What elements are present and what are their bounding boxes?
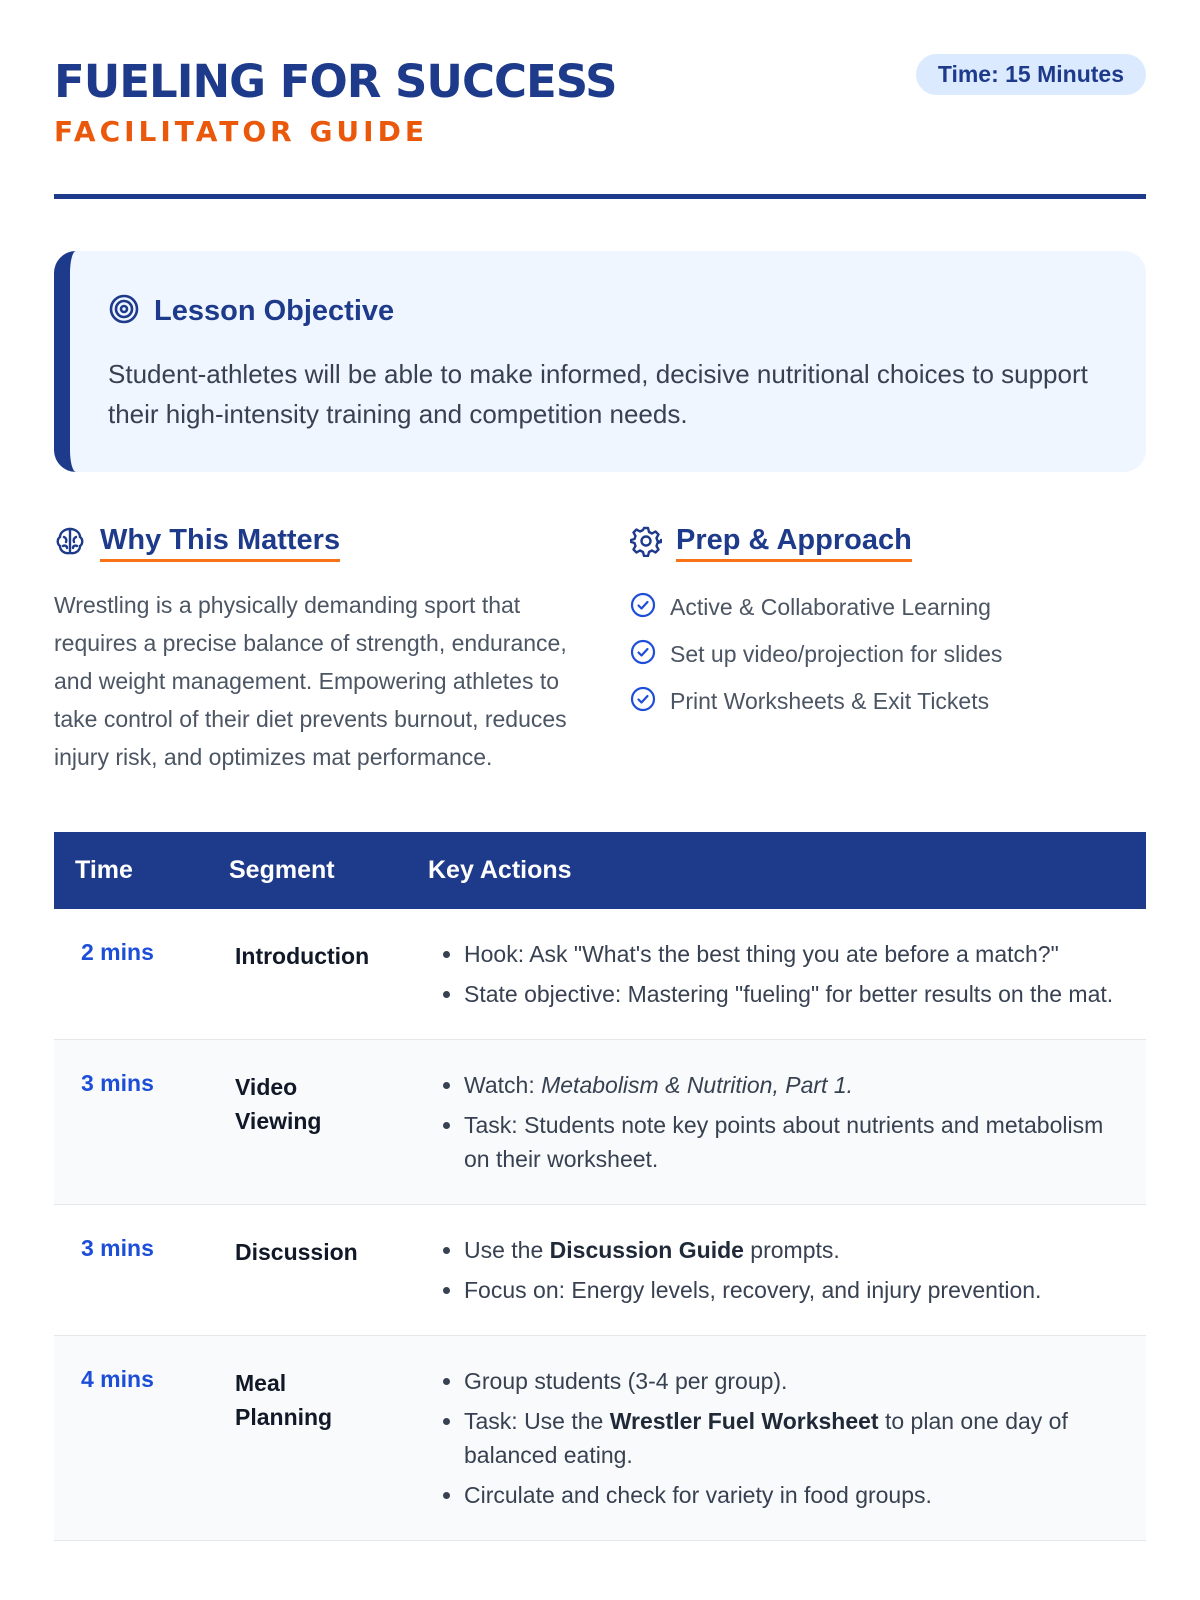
prep-checklist — [630, 584, 1146, 725]
table-header-row — [54, 832, 1146, 909]
prep-item-label: Set up video/projection for slides — [670, 641, 1003, 667]
lesson-objective-title: Lesson Objective — [154, 295, 395, 327]
row-segment: Meal Planning — [208, 1336, 407, 1541]
row-actions — [407, 909, 1146, 1040]
lesson-agenda-table — [54, 832, 1146, 1541]
prep-approach-title: Prep & Approach — [676, 524, 912, 562]
video-title: Metabolism & Nutrition, Part 1. — [541, 1072, 854, 1098]
table-row — [54, 909, 1146, 1040]
table-row — [54, 1040, 1146, 1205]
check-circle-icon — [630, 639, 656, 671]
column-header-key-actions: Key Actions — [428, 856, 572, 884]
resource-name: Wrestler Fuel Worksheet — [609, 1408, 879, 1434]
prep-approach-header — [630, 524, 1146, 562]
row-actions — [407, 1336, 1146, 1541]
prep-item-label: Print Worksheets & Exit Tickets — [670, 688, 990, 714]
row-time: 4 mins — [54, 1336, 208, 1541]
column-header-time: Time — [75, 856, 133, 884]
why-this-matters-header — [54, 524, 570, 562]
row-time: 3 mins — [54, 1205, 208, 1336]
prep-item-label: Active & Collaborative Learning — [670, 594, 991, 620]
row-actions — [407, 1040, 1146, 1205]
target-icon — [108, 293, 140, 330]
action-item: • Task: Students note key points about nutrients and metabolism on their worksheet. — [464, 1108, 1119, 1176]
action-suffix: prompts. — [743, 1237, 840, 1263]
lesson-objective-card — [54, 251, 1146, 472]
list-item — [630, 631, 1146, 678]
brain-icon — [54, 525, 86, 562]
page-header — [54, 0, 1146, 199]
row-segment: Introduction — [208, 909, 407, 1040]
lesson-objective-text: Student-athletes will be able to make informed, decisive nutritional choices to support their high-intensity training and competition needs. — [108, 359, 1088, 429]
info-columns — [54, 524, 1146, 776]
why-this-matters-text: Wrestling is a physically demanding sport that requires a precise balance of strength, endurance, and weight management. Empowering athletes to take control of their diet prevents burnout, reduces injury risk, and optimizes mat performance. — [54, 592, 567, 770]
page-title: FUELING FOR SUCCESS — [54, 55, 617, 108]
lesson-objective-header — [108, 293, 1096, 330]
check-circle-icon — [630, 592, 656, 624]
action-item: • Focus on: Energy levels, recovery, and injury prevention. — [464, 1273, 1119, 1307]
action-item: • State objective: Mastering "fueling" for better results on the mat. — [464, 977, 1119, 1011]
table-row — [54, 1336, 1146, 1541]
list-item — [630, 584, 1146, 631]
row-segment: Discussion — [208, 1205, 407, 1336]
row-time: 3 mins — [54, 1040, 208, 1205]
action-item: • Circulate and check for variety in food groups. — [464, 1478, 1119, 1512]
action-item: • Hook: Ask "What's the best thing you ate before a match?" — [464, 937, 1119, 971]
resource-name: Discussion Guide — [549, 1237, 744, 1263]
row-time: 2 mins — [54, 909, 208, 1040]
check-circle-icon — [630, 686, 656, 718]
column-header-segment: Segment — [229, 856, 335, 884]
action-suffix: to plan one day of balanced eating. — [464, 1408, 1068, 1468]
action-item — [464, 1068, 1119, 1102]
row-actions — [407, 1205, 1146, 1336]
action-item: • Group students (3-4 per group). — [464, 1364, 1119, 1398]
action-item — [464, 1404, 1119, 1472]
time-badge: Time: 15 Minutes — [916, 54, 1146, 95]
table-row — [54, 1205, 1146, 1336]
action-prefix: Watch: — [464, 1072, 542, 1098]
action-item — [464, 1233, 1119, 1267]
page-subtitle: FACILITATOR GUIDE — [54, 115, 428, 148]
prep-approach-section — [630, 524, 1146, 776]
list-item — [630, 678, 1146, 725]
why-this-matters-section — [54, 524, 570, 776]
action-prefix: Use the — [464, 1237, 550, 1263]
row-segment: Video Viewing — [208, 1040, 407, 1205]
gear-icon — [630, 525, 662, 562]
why-this-matters-title: Why This Matters — [100, 524, 340, 562]
action-prefix: Task: Use the — [464, 1408, 610, 1434]
